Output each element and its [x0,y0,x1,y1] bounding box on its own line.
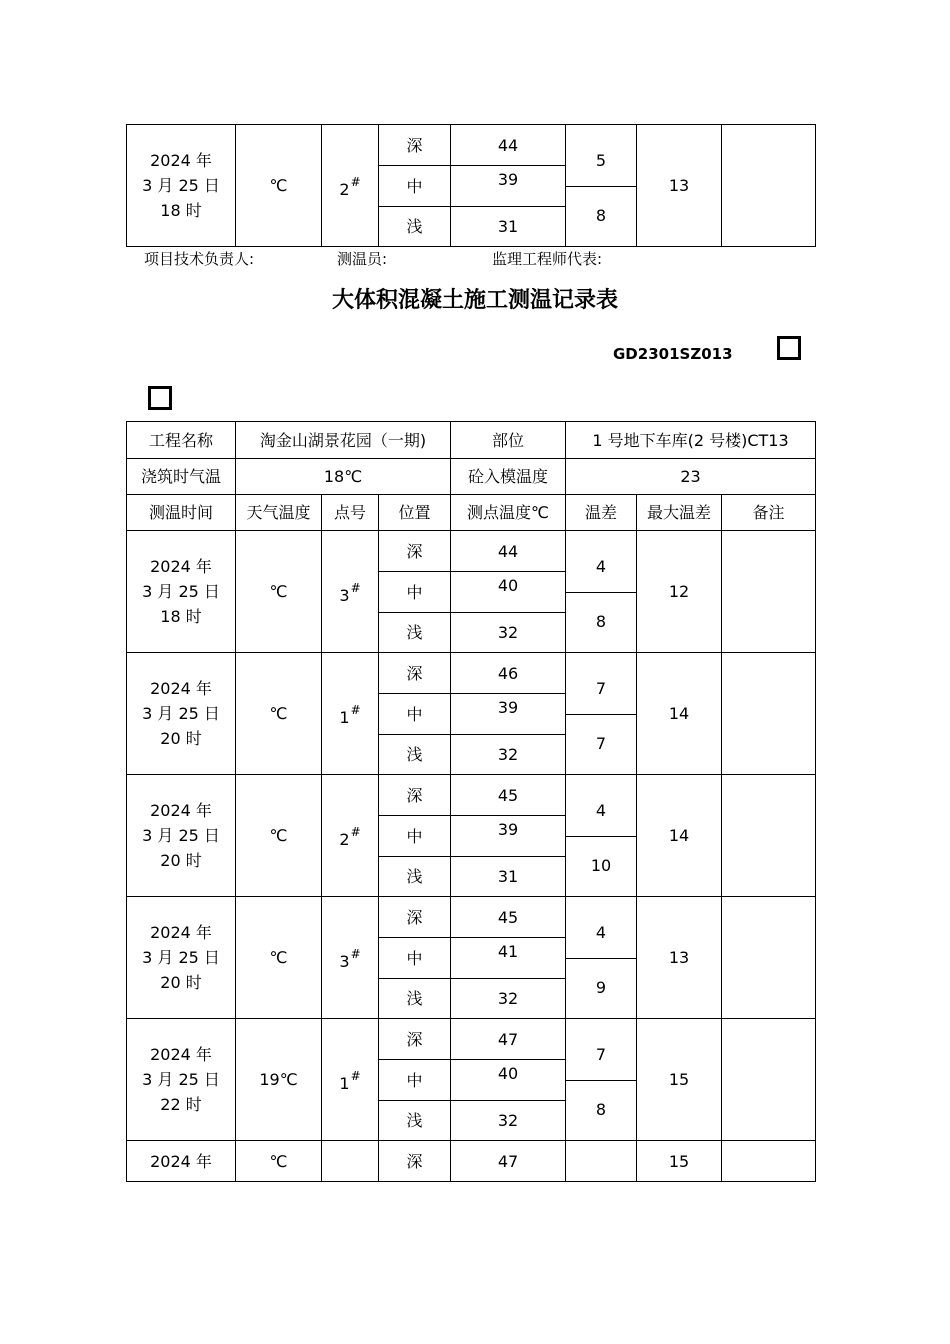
measurer-label: 测温员: [337,250,388,268]
column-header: 天气温度 [236,495,322,531]
max-temp-diff: 15 [637,1141,722,1182]
temp-deep: 47 [451,1141,566,1182]
point-number [322,1141,379,1182]
temp-shallow: 32 [451,979,566,1019]
record-group [127,653,816,694]
temp-shallow: 32 [451,735,566,775]
temp-diff: 4 10 [566,775,637,897]
temp-deep: 45 [451,897,566,938]
page-title: 大体积混凝土施工测温记录表 [331,288,618,313]
pour-temp-label: 浇筑时气温 [127,459,236,495]
column-header: 点号 [322,495,379,531]
weather-temp: ℃ [236,897,322,1019]
max-temp-diff: 14 [637,653,722,775]
max-temp-diff: 13 [637,125,722,247]
weather-temp: ℃ [236,1141,322,1182]
temp-middle: 41 [451,938,566,979]
point-number: 1# [322,1019,379,1141]
temp-diff: 7 8 [566,1019,637,1141]
position-deep: 深 [379,897,451,938]
temp-diff [566,1141,637,1182]
weather-temp: ℃ [236,653,322,775]
top-record-table [126,124,816,247]
position-deep: 深 [379,653,451,694]
temp-deep: 44 [451,531,566,572]
weather-temp: ℃ [236,775,322,897]
max-temp-diff: 12 [637,531,722,653]
weather-temp: ℃ [236,125,322,247]
mold-temp-value: 23 [566,459,816,495]
temp-shallow: 32 [451,613,566,653]
column-header: 温差 [566,495,637,531]
temp-shallow: 31 [451,857,566,897]
position-shallow: 浅 [379,613,451,653]
checkbox-square-icon [148,386,172,410]
checkbox-square-icon [777,336,801,360]
position-shallow: 浅 [379,1101,451,1141]
part-value: 1 号地下车库(2 号楼)CT13 [566,422,816,459]
remark [722,1019,816,1141]
temp-middle: 39 [451,816,566,857]
record-group [127,1019,816,1060]
position-middle: 中 [379,572,451,613]
measure-time: 2024 年 3 月 25 日 20 时 [127,897,236,1019]
record-group [127,897,816,938]
position-shallow: 浅 [379,207,451,247]
position-deep: 深 [379,531,451,572]
record-group [127,775,816,816]
record-group [127,531,816,572]
remark [722,125,816,247]
position-middle: 中 [379,166,451,207]
point-number: 3# [322,897,379,1019]
point-number: 1# [322,653,379,775]
temp-diff: 4 8 [566,531,637,653]
position-deep: 深 [379,1019,451,1060]
remark [722,897,816,1019]
temp-shallow: 31 [451,207,566,247]
position-deep: 深 [379,775,451,816]
temp-middle: 40 [451,572,566,613]
max-temp-diff: 13 [637,897,722,1019]
column-header: 测点温度℃ [451,495,566,531]
position-deep: 深 [379,125,451,166]
mold-temp-label: 砼入模温度 [451,459,566,495]
position-shallow: 浅 [379,979,451,1019]
document-number: GD2301SZ013 [613,345,733,363]
measure-time: 2024 年 3 月 25 日 18 时 [127,125,236,247]
max-temp-diff: 15 [637,1019,722,1141]
project-name-label: 工程名称 [127,422,236,459]
measure-time: 2024 年 3 月 25 日 22 时 [127,1019,236,1141]
temp-middle: 40 [451,1060,566,1101]
measure-time: 2024 年 3 月 25 日 20 时 [127,775,236,897]
part-label: 部位 [451,422,566,459]
position-deep: 深 [379,1141,451,1182]
temp-middle: 39 [451,694,566,735]
position-middle: 中 [379,694,451,735]
position-middle: 中 [379,938,451,979]
temp-shallow: 32 [451,1101,566,1141]
column-header: 位置 [379,495,451,531]
point-number: 2# [322,775,379,897]
point-number: 3# [322,531,379,653]
temp-deep: 44 [451,125,566,166]
position-middle: 中 [379,816,451,857]
supervisor-label: 监理工程师代表: [492,250,603,268]
temp-middle: 39 [451,166,566,207]
max-temp-diff: 14 [637,775,722,897]
column-header: 备注 [722,495,816,531]
measure-time: 2024 年 3 月 25 日 18 时 [127,531,236,653]
remark [722,653,816,775]
temp-deep: 45 [451,775,566,816]
column-header: 最大温差 [637,495,722,531]
position-middle: 中 [379,1060,451,1101]
temperature-record-table [126,421,816,1182]
weather-temp: 19℃ [236,1019,322,1141]
signoff-line [144,248,602,269]
temp-deep: 47 [451,1019,566,1060]
column-header: 测温时间 [127,495,236,531]
remark [722,775,816,897]
position-shallow: 浅 [379,857,451,897]
temp-diff: 7 7 [566,653,637,775]
temp-diff: 4 9 [566,897,637,1019]
measure-time: 2024 年 [127,1141,236,1182]
project-name-value: 淘金山湖景花园（一期) [236,422,451,459]
temp-diff: 5 8 [566,125,637,247]
temp-deep: 46 [451,653,566,694]
position-shallow: 浅 [379,735,451,775]
tech-lead-label: 项目技术负责人: [144,250,255,268]
weather-temp: ℃ [236,531,322,653]
pour-temp-value: 18℃ [236,459,451,495]
point-number: 2# [322,125,379,247]
measure-time: 2024 年 3 月 25 日 20 时 [127,653,236,775]
remark [722,531,816,653]
remark [722,1141,816,1182]
